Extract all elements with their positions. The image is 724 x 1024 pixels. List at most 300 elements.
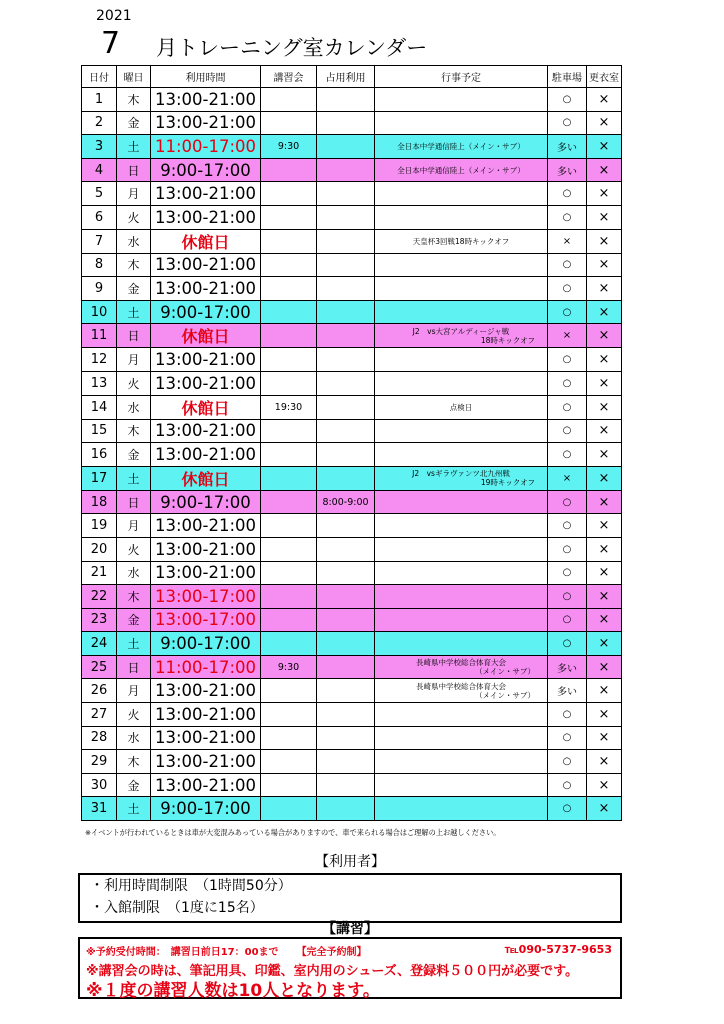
lecture-cell bbox=[261, 797, 317, 821]
event-text-line2: 19時キックオフ bbox=[480, 478, 535, 488]
weekday-cell: 日 bbox=[117, 490, 151, 514]
date-cell: 14 bbox=[82, 395, 117, 419]
parking-cell: × bbox=[548, 466, 587, 490]
calendar-row bbox=[82, 395, 622, 419]
parking-cell: ○ bbox=[548, 561, 587, 585]
hours-cell: 13:00-21:00 bbox=[151, 679, 261, 703]
lecture-cell bbox=[261, 300, 317, 324]
occupy-cell bbox=[317, 205, 375, 229]
date-cell: 13 bbox=[82, 371, 117, 395]
event-cell bbox=[375, 679, 548, 703]
calendar-row bbox=[82, 561, 622, 585]
occupy-cell bbox=[317, 277, 375, 301]
parking-cell: ○ bbox=[548, 514, 587, 538]
hours-cell: 13:00-17:00 bbox=[151, 585, 261, 609]
lecture-cell bbox=[261, 277, 317, 301]
hours-cell: 13:00-21:00 bbox=[151, 348, 261, 372]
locker-cell: × bbox=[587, 324, 622, 348]
lecture-cell bbox=[261, 182, 317, 206]
hours-cell: 11:00-17:00 bbox=[151, 655, 261, 679]
hours-cell: 13:00-21:00 bbox=[151, 111, 261, 135]
locker-cell: × bbox=[587, 277, 622, 301]
date-cell: 19 bbox=[82, 514, 117, 538]
calendar-title: 月トレーニング室カレンダー bbox=[156, 36, 428, 60]
event-cell bbox=[375, 88, 548, 112]
lecture-cell bbox=[261, 726, 317, 750]
date-cell: 2 bbox=[82, 111, 117, 135]
lecture-cell bbox=[261, 158, 317, 182]
event-cell bbox=[375, 253, 548, 277]
calendar-row bbox=[82, 419, 622, 443]
month-number: 7 bbox=[101, 26, 121, 61]
locker-cell: × bbox=[587, 111, 622, 135]
lecture-requirements: ※講習会の時は、筆記用具、印鑑、室内用のシューズ、登録料５００円が必要です。 bbox=[86, 964, 579, 979]
hours-cell: 13:00-21:00 bbox=[151, 182, 261, 206]
occupy-cell bbox=[317, 561, 375, 585]
occupy-cell bbox=[317, 797, 375, 821]
event-cell bbox=[375, 561, 548, 585]
parking-cell: ○ bbox=[548, 419, 587, 443]
locker-cell: × bbox=[587, 348, 622, 372]
locker-cell: × bbox=[587, 514, 622, 538]
lecture-cell bbox=[261, 443, 317, 467]
event-text: 点検日 bbox=[449, 402, 473, 412]
weekday-cell: 月 bbox=[117, 679, 151, 703]
date-cell: 31 bbox=[82, 797, 117, 821]
parking-cell: ○ bbox=[548, 750, 587, 774]
hours-cell: 13:00-21:00 bbox=[151, 88, 261, 112]
parking-cell: ○ bbox=[548, 490, 587, 514]
parking-cell: ○ bbox=[548, 205, 587, 229]
weekday-cell: 月 bbox=[117, 348, 151, 372]
calendar-row bbox=[82, 182, 622, 206]
users-heading: 【利用者】 bbox=[315, 854, 385, 870]
locker-cell: × bbox=[587, 679, 622, 703]
date-cell: 12 bbox=[82, 348, 117, 372]
date-cell: 28 bbox=[82, 726, 117, 750]
occupy-cell bbox=[317, 608, 375, 632]
event-text: 長崎県中学校総合体育大会 bbox=[416, 681, 506, 691]
lecture-capacity: ※１度の講習人数は10人となります。 bbox=[86, 981, 380, 1001]
locker-cell: × bbox=[587, 229, 622, 253]
locker-cell: × bbox=[587, 205, 622, 229]
hours-cell: 休館日 bbox=[151, 466, 261, 490]
locker-cell: × bbox=[587, 158, 622, 182]
lecture-cell bbox=[261, 608, 317, 632]
occupy-cell bbox=[317, 300, 375, 324]
calendar-row bbox=[82, 111, 622, 135]
lecture-cell bbox=[261, 371, 317, 395]
weekday-cell: 金 bbox=[117, 443, 151, 467]
hours-cell: 9:00-17:00 bbox=[151, 632, 261, 656]
occupy-cell bbox=[317, 348, 375, 372]
weekday-cell: 日 bbox=[117, 158, 151, 182]
calendar-row bbox=[82, 253, 622, 277]
event-text: J2 vsギラヴァンツ北九州戦 bbox=[412, 469, 510, 479]
parking-cell: ○ bbox=[548, 300, 587, 324]
locker-cell: × bbox=[587, 253, 622, 277]
locker-cell: × bbox=[587, 182, 622, 206]
date-cell: 5 bbox=[82, 182, 117, 206]
hours-cell: 休館日 bbox=[151, 395, 261, 419]
lecture-cell: 19:30 bbox=[261, 395, 317, 419]
hours-cell: 13:00-21:00 bbox=[151, 561, 261, 585]
hours-cell: 13:00-21:00 bbox=[151, 371, 261, 395]
hours-cell: 11:00-17:00 bbox=[151, 135, 261, 159]
weekday-cell: 金 bbox=[117, 277, 151, 301]
event-text: J2 vs大宮アルディージャ戦 bbox=[412, 326, 510, 336]
lecture-cell: 9:30 bbox=[261, 655, 317, 679]
calendar-row bbox=[82, 632, 622, 656]
weekday-cell: 木 bbox=[117, 585, 151, 609]
calendar-row bbox=[82, 205, 622, 229]
weekday-cell: 金 bbox=[117, 111, 151, 135]
date-cell: 20 bbox=[82, 537, 117, 561]
occupy-cell bbox=[317, 632, 375, 656]
header-lecture: 講習会 bbox=[261, 66, 317, 88]
hours-cell: 13:00-17:00 bbox=[151, 608, 261, 632]
date-cell: 23 bbox=[82, 608, 117, 632]
weekday-cell: 火 bbox=[117, 703, 151, 727]
locker-cell: × bbox=[587, 371, 622, 395]
parking-cell: ○ bbox=[548, 443, 587, 467]
event-cell bbox=[375, 300, 548, 324]
occupy-cell bbox=[317, 419, 375, 443]
users-box bbox=[78, 873, 622, 923]
locker-cell: × bbox=[587, 395, 622, 419]
parking-cell: × bbox=[548, 229, 587, 253]
date-cell: 4 bbox=[82, 158, 117, 182]
event-note: ※イベントが行われているときは車が大変混みあっている場合がありますので、車で来られる場合はご理解の上お越しください。 bbox=[85, 828, 501, 837]
event-cell bbox=[375, 490, 548, 514]
occupy-cell bbox=[317, 443, 375, 467]
occupy-cell bbox=[317, 773, 375, 797]
weekday-cell: 水 bbox=[117, 229, 151, 253]
event-cell bbox=[375, 229, 548, 253]
event-cell bbox=[375, 726, 548, 750]
calendar-row bbox=[82, 229, 622, 253]
weekday-cell: 月 bbox=[117, 182, 151, 206]
weekday-cell: 火 bbox=[117, 205, 151, 229]
weekday-cell: 日 bbox=[117, 324, 151, 348]
locker-cell: × bbox=[587, 655, 622, 679]
locker-cell: × bbox=[587, 490, 622, 514]
event-cell bbox=[375, 419, 548, 443]
weekday-cell: 木 bbox=[117, 750, 151, 774]
occupy-cell bbox=[317, 726, 375, 750]
calendar-row bbox=[82, 324, 622, 348]
locker-cell: × bbox=[587, 300, 622, 324]
event-cell bbox=[375, 703, 548, 727]
weekday-cell: 木 bbox=[117, 88, 151, 112]
calendar-row bbox=[82, 679, 622, 703]
weekday-cell: 土 bbox=[117, 300, 151, 324]
occupy-cell bbox=[317, 655, 375, 679]
hours-cell: 13:00-21:00 bbox=[151, 514, 261, 538]
hours-cell: 9:00-17:00 bbox=[151, 490, 261, 514]
lecture-cell bbox=[261, 561, 317, 585]
event-cell bbox=[375, 324, 548, 348]
occupy-cell bbox=[317, 182, 375, 206]
date-cell: 1 bbox=[82, 88, 117, 112]
hours-cell: 13:00-21:00 bbox=[151, 703, 261, 727]
locker-cell: × bbox=[587, 750, 622, 774]
calendar-row bbox=[82, 514, 622, 538]
occupy-cell bbox=[317, 750, 375, 774]
event-cell bbox=[375, 443, 548, 467]
calendar-table bbox=[81, 65, 622, 821]
weekday-cell: 水 bbox=[117, 395, 151, 419]
weekday-cell: 土 bbox=[117, 632, 151, 656]
weekday-cell: 日 bbox=[117, 655, 151, 679]
lecture-cell bbox=[261, 419, 317, 443]
event-text: 長崎県中学校総合体育大会 bbox=[416, 658, 506, 668]
occupy-cell bbox=[317, 703, 375, 727]
parking-cell: ○ bbox=[548, 632, 587, 656]
date-cell: 24 bbox=[82, 632, 117, 656]
parking-cell: ○ bbox=[548, 88, 587, 112]
calendar-row bbox=[82, 443, 622, 467]
calendar-row bbox=[82, 158, 622, 182]
locker-cell: × bbox=[587, 443, 622, 467]
event-text-line2: 18時キックオフ bbox=[480, 335, 535, 345]
hours-cell: 休館日 bbox=[151, 229, 261, 253]
event-cell bbox=[375, 797, 548, 821]
date-cell: 16 bbox=[82, 443, 117, 467]
locker-cell: × bbox=[587, 797, 622, 821]
event-text: 天皇杯3回戦18時キックオフ bbox=[412, 236, 510, 246]
weekday-cell: 月 bbox=[117, 514, 151, 538]
calendar-row bbox=[82, 703, 622, 727]
weekday-cell: 火 bbox=[117, 371, 151, 395]
lecture-reservation: 【完全予約制】 bbox=[296, 947, 367, 958]
weekday-cell: 木 bbox=[117, 253, 151, 277]
event-cell bbox=[375, 632, 548, 656]
date-cell: 18 bbox=[82, 490, 117, 514]
locker-cell: × bbox=[587, 135, 622, 159]
lecture-cell bbox=[261, 537, 317, 561]
parking-cell: ○ bbox=[548, 253, 587, 277]
date-cell: 11 bbox=[82, 324, 117, 348]
event-cell bbox=[375, 773, 548, 797]
calendar-row bbox=[82, 773, 622, 797]
lecture-reception-line bbox=[86, 943, 385, 958]
lecture-cell bbox=[261, 632, 317, 656]
weekday-cell: 水 bbox=[117, 561, 151, 585]
date-cell: 26 bbox=[82, 679, 117, 703]
weekday-cell: 土 bbox=[117, 135, 151, 159]
hours-cell: 9:00-17:00 bbox=[151, 300, 261, 324]
lecture-cell bbox=[261, 773, 317, 797]
event-text: 全日本中学通信陸上（メイン・サブ） bbox=[397, 141, 525, 151]
calendar-row bbox=[82, 371, 622, 395]
hours-cell: 9:00-17:00 bbox=[151, 158, 261, 182]
calendar-row bbox=[82, 300, 622, 324]
event-cell bbox=[375, 371, 548, 395]
calendar-row bbox=[82, 726, 622, 750]
parking-cell: ○ bbox=[548, 703, 587, 727]
occupy-cell bbox=[317, 229, 375, 253]
locker-cell: × bbox=[587, 466, 622, 490]
header-occupy: 占用利用 bbox=[317, 66, 375, 88]
calendar-row bbox=[82, 135, 622, 159]
hours-cell: 13:00-21:00 bbox=[151, 537, 261, 561]
header-weekday: 曜日 bbox=[117, 66, 151, 88]
weekday-cell: 金 bbox=[117, 773, 151, 797]
event-cell bbox=[375, 135, 548, 159]
lecture-cell bbox=[261, 750, 317, 774]
date-cell: 10 bbox=[82, 300, 117, 324]
event-cell bbox=[375, 750, 548, 774]
event-cell bbox=[375, 655, 548, 679]
calendar-row bbox=[82, 797, 622, 821]
users-time-limit: ・利用時間制限 （1時間50分） bbox=[90, 878, 292, 894]
hours-cell: 13:00-21:00 bbox=[151, 750, 261, 774]
parking-cell: ○ bbox=[548, 277, 587, 301]
occupy-cell bbox=[317, 466, 375, 490]
parking-cell: ○ bbox=[548, 585, 587, 609]
parking-cell: × bbox=[548, 324, 587, 348]
lecture-cell bbox=[261, 679, 317, 703]
calendar-row bbox=[82, 88, 622, 112]
lecture-cell bbox=[261, 205, 317, 229]
parking-cell: ○ bbox=[548, 111, 587, 135]
weekday-cell: 土 bbox=[117, 466, 151, 490]
occupy-cell bbox=[317, 111, 375, 135]
lecture-reception: ※予約受付時間： 講習日前日17：00まで bbox=[86, 947, 279, 958]
date-cell: 3 bbox=[82, 135, 117, 159]
event-cell bbox=[375, 466, 548, 490]
weekday-cell: 木 bbox=[117, 419, 151, 443]
locker-cell: × bbox=[587, 585, 622, 609]
date-cell: 30 bbox=[82, 773, 117, 797]
header-row bbox=[82, 66, 622, 88]
locker-cell: × bbox=[587, 608, 622, 632]
lecture-cell bbox=[261, 490, 317, 514]
calendar-row bbox=[82, 585, 622, 609]
calendar-row bbox=[82, 490, 622, 514]
locker-cell: × bbox=[587, 773, 622, 797]
date-cell: 8 bbox=[82, 253, 117, 277]
lecture-cell bbox=[261, 88, 317, 112]
occupy-cell bbox=[317, 514, 375, 538]
locker-cell: × bbox=[587, 703, 622, 727]
year-label: 2021 bbox=[96, 8, 132, 24]
event-cell bbox=[375, 205, 548, 229]
occupy-cell bbox=[317, 135, 375, 159]
header-date: 日付 bbox=[82, 66, 117, 88]
locker-cell: × bbox=[587, 537, 622, 561]
weekday-cell: 火 bbox=[117, 537, 151, 561]
date-cell: 7 bbox=[82, 229, 117, 253]
occupy-cell bbox=[317, 585, 375, 609]
occupy-cell bbox=[317, 537, 375, 561]
event-cell bbox=[375, 395, 548, 419]
lecture-cell bbox=[261, 253, 317, 277]
event-text-line2: （メイン・サブ） bbox=[475, 690, 535, 700]
header-hours: 利用時間 bbox=[151, 66, 261, 88]
occupy-cell bbox=[317, 158, 375, 182]
occupy-cell bbox=[317, 395, 375, 419]
parking-cell: ○ bbox=[548, 371, 587, 395]
hours-cell: 13:00-21:00 bbox=[151, 443, 261, 467]
parking-cell: ○ bbox=[548, 395, 587, 419]
hours-cell: 13:00-21:00 bbox=[151, 277, 261, 301]
date-cell: 17 bbox=[82, 466, 117, 490]
weekday-cell: 水 bbox=[117, 726, 151, 750]
date-cell: 27 bbox=[82, 703, 117, 727]
lecture-cell bbox=[261, 703, 317, 727]
occupy-cell bbox=[317, 88, 375, 112]
hours-cell: 13:00-21:00 bbox=[151, 419, 261, 443]
hours-cell: 13:00-21:00 bbox=[151, 773, 261, 797]
date-cell: 15 bbox=[82, 419, 117, 443]
calendar-row bbox=[82, 348, 622, 372]
calendar-row bbox=[82, 277, 622, 301]
occupy-cell bbox=[317, 253, 375, 277]
header-parking: 駐車場 bbox=[548, 66, 587, 88]
calendar-row bbox=[82, 608, 622, 632]
locker-cell: × bbox=[587, 632, 622, 656]
lecture-cell bbox=[261, 514, 317, 538]
locker-cell: × bbox=[587, 88, 622, 112]
date-cell: 22 bbox=[82, 585, 117, 609]
lecture-cell bbox=[261, 466, 317, 490]
parking-cell: ○ bbox=[548, 608, 587, 632]
lecture-tel: ℡090-5737-9653 bbox=[504, 943, 612, 956]
lecture-cell bbox=[261, 585, 317, 609]
lecture-cell bbox=[261, 324, 317, 348]
parking-cell: ○ bbox=[548, 726, 587, 750]
event-cell bbox=[375, 348, 548, 372]
hours-cell: 休館日 bbox=[151, 324, 261, 348]
parking-cell: 多い bbox=[548, 655, 587, 679]
event-cell bbox=[375, 158, 548, 182]
occupy-cell bbox=[317, 371, 375, 395]
event-text: 全日本中学通信陸上（メイン・サブ） bbox=[397, 165, 525, 175]
event-cell bbox=[375, 608, 548, 632]
date-cell: 6 bbox=[82, 205, 117, 229]
hours-cell: 13:00-21:00 bbox=[151, 205, 261, 229]
hours-cell: 13:00-21:00 bbox=[151, 253, 261, 277]
locker-cell: × bbox=[587, 726, 622, 750]
calendar-row bbox=[82, 466, 622, 490]
calendar-row bbox=[82, 655, 622, 679]
hours-cell: 13:00-21:00 bbox=[151, 726, 261, 750]
event-cell bbox=[375, 585, 548, 609]
lecture-cell bbox=[261, 111, 317, 135]
lecture-box bbox=[78, 937, 622, 999]
event-cell bbox=[375, 111, 548, 135]
calendar-row bbox=[82, 750, 622, 774]
parking-cell: ○ bbox=[548, 537, 587, 561]
header-events: 行事予定 bbox=[375, 66, 548, 88]
event-cell bbox=[375, 514, 548, 538]
weekday-cell: 土 bbox=[117, 797, 151, 821]
hours-cell: 9:00-17:00 bbox=[151, 797, 261, 821]
event-cell bbox=[375, 277, 548, 301]
weekday-cell: 金 bbox=[117, 608, 151, 632]
locker-cell: × bbox=[587, 561, 622, 585]
lecture-cell bbox=[261, 348, 317, 372]
lecture-cell bbox=[261, 229, 317, 253]
parking-cell: ○ bbox=[548, 182, 587, 206]
parking-cell: 多い bbox=[548, 679, 587, 703]
parking-cell: ○ bbox=[548, 773, 587, 797]
occupy-cell bbox=[317, 679, 375, 703]
date-cell: 25 bbox=[82, 655, 117, 679]
date-cell: 21 bbox=[82, 561, 117, 585]
